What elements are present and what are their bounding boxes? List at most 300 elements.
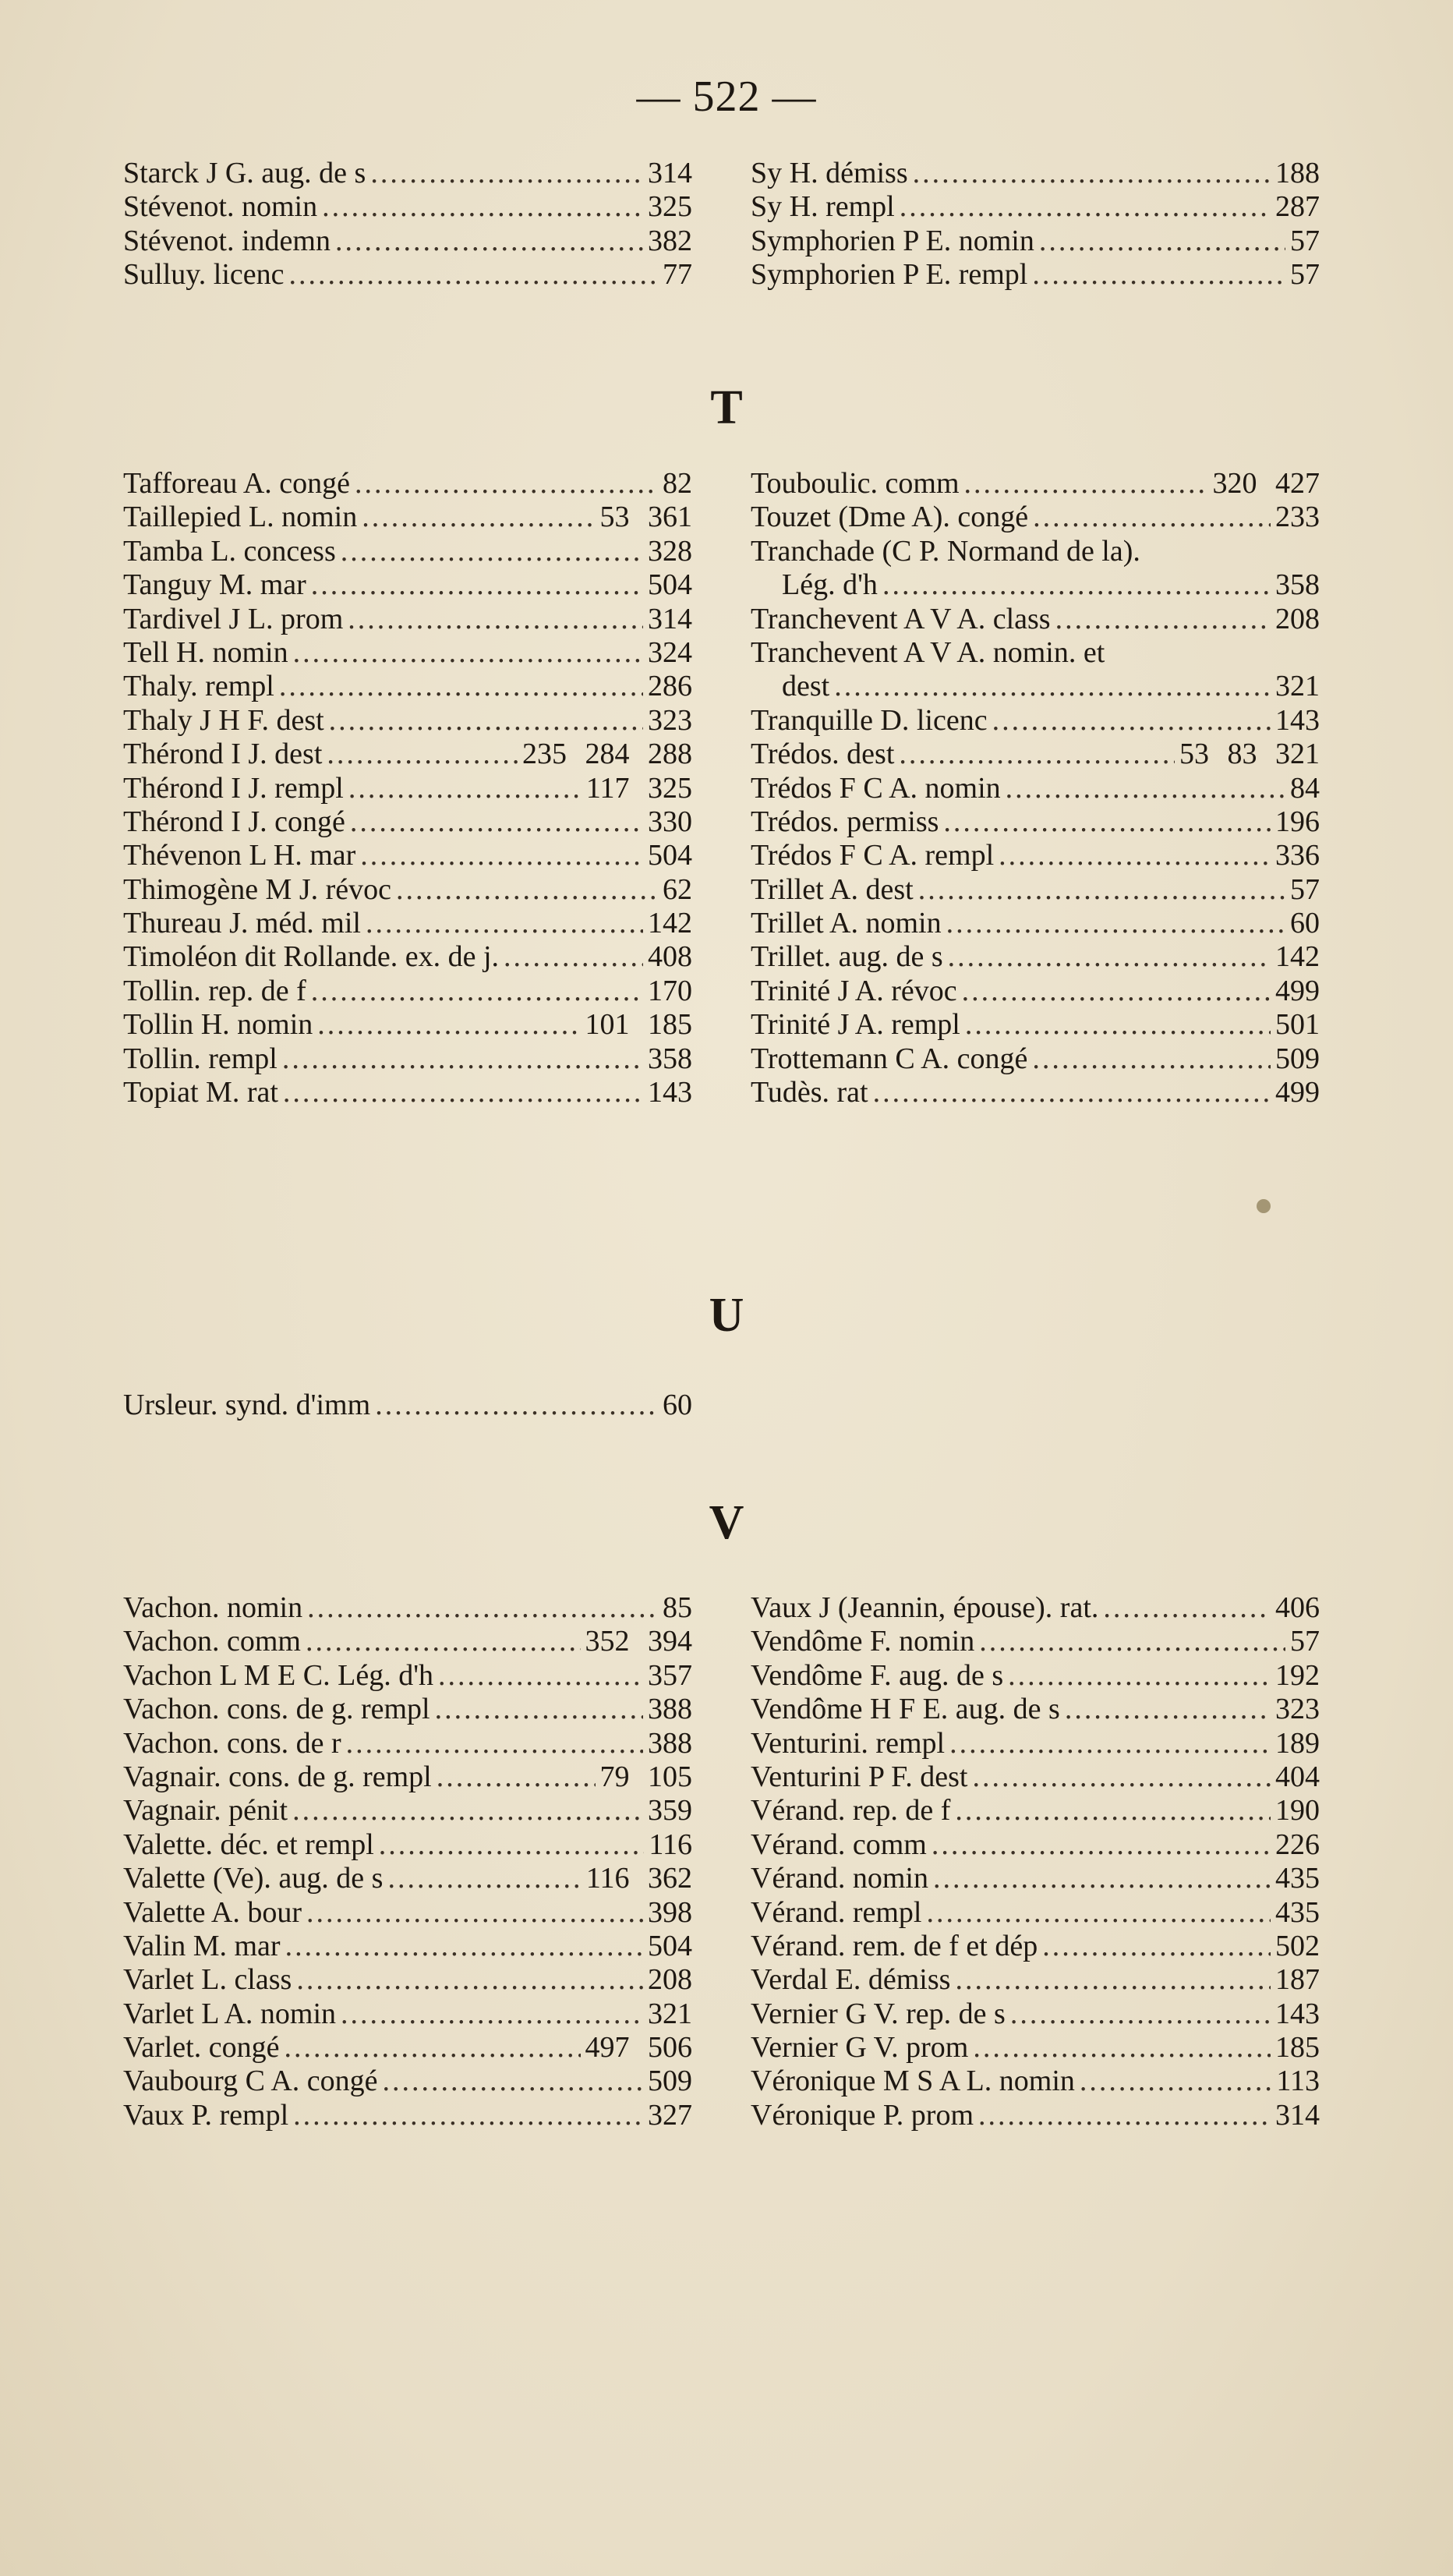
entry-label: Venturini P F. dest [751, 1760, 968, 1793]
entry-label: Tollin. rempl [123, 1042, 278, 1075]
dot-leader [360, 838, 643, 872]
dot-leader [978, 2098, 1271, 2132]
entry-label: Trinité J A. rempl [751, 1008, 960, 1042]
entry-pages: 320 427 [1212, 467, 1320, 500]
entry-pages: 57 [1290, 258, 1320, 292]
entry-pages: 388 [648, 1726, 692, 1760]
index-entry [751, 1624, 1320, 1658]
index-entry [123, 771, 692, 805]
index-entry [123, 1388, 692, 1421]
entry-pages: 116 362 [585, 1862, 692, 1895]
entry-label: Touzet (Dme A). congé [751, 501, 1029, 534]
entry-label: Symphorien P E. rempl [751, 258, 1028, 292]
index-entry [123, 534, 692, 568]
dot-leader [396, 872, 658, 906]
entry-pages: 57 [1290, 224, 1320, 257]
entry-pages: 57 [1290, 1625, 1320, 1658]
index-entry [123, 1726, 692, 1760]
entry-pages: 502 [1275, 1929, 1320, 1962]
entry-pages: 113 [1276, 2065, 1320, 2098]
entry-pages: 504 [648, 839, 692, 872]
entry-pages: 79 105 [599, 1760, 692, 1793]
entry-label: Trillet A. dest [751, 872, 914, 906]
index-entry [123, 1591, 692, 1624]
entry-pages: 190 [1275, 1794, 1320, 1828]
dot-leader [962, 974, 1271, 1007]
index-entry [751, 1895, 1320, 1929]
index-entry [123, 906, 692, 939]
dot-leader [366, 906, 643, 939]
index-entry [751, 1861, 1320, 1895]
section-v [123, 1591, 1339, 2132]
entry-pages: 185 [1275, 2031, 1320, 2065]
entry-label: Vachon. cons. de g. rempl [123, 1693, 430, 1726]
entry-label: Tollin. rep. de f [123, 974, 306, 1007]
entry-pages: 504 [648, 1929, 692, 1962]
dot-leader [379, 1828, 645, 1861]
index-entry [751, 974, 1320, 1007]
dot-leader [973, 2030, 1271, 2064]
entry-label: Tanguy M. mar [123, 568, 306, 602]
dot-leader [1039, 224, 1285, 257]
entry-label: Vaubourg C A. congé [123, 2065, 378, 2098]
entry-pages: 62 [663, 872, 692, 906]
dot-leader [355, 466, 658, 500]
entry-label: Touboulic. comm [751, 467, 960, 500]
entry-label: Tafforeau A. congé [123, 467, 351, 500]
dot-leader [1008, 1658, 1271, 1692]
index-entry [751, 1658, 1320, 1692]
entry-pages: 330 [648, 805, 692, 838]
dot-leader [293, 635, 643, 669]
entry-label: Trédos. permiss [751, 805, 939, 838]
dot-leader [926, 1895, 1271, 1929]
entry-pages: 435 [1275, 1862, 1320, 1895]
entry-label: Véronique M S A L. nomin [751, 2065, 1075, 2098]
entry-pages: 208 [648, 1963, 692, 1997]
entry-label: Vagnair. pénit [123, 1794, 288, 1828]
entry-label: Tranquille D. licenc [751, 703, 988, 737]
entry-label: Lég. d'h [782, 568, 878, 602]
index-entry [751, 1692, 1320, 1725]
entry-label: Thaly. rempl [123, 670, 274, 703]
index-entry [123, 974, 692, 1007]
entry-pages: 323 [648, 703, 692, 737]
entry-label: Vachon L M E C. Lég. d'h [123, 1658, 434, 1692]
index-entry [123, 1828, 692, 1861]
dot-leader [1042, 1929, 1271, 1962]
entry-pages: 226 [1275, 1828, 1320, 1861]
entry-pages: 208 [1275, 602, 1320, 635]
index-entry [751, 602, 1320, 635]
index-entry [123, 669, 692, 702]
dot-leader [955, 1793, 1271, 1827]
index-entry [751, 737, 1320, 770]
dot-leader [992, 703, 1271, 737]
entry-label: Thimogène M J. révoc [123, 872, 392, 906]
section-letter-t: T [710, 381, 743, 434]
entry-pages: 324 [648, 635, 692, 669]
entry-label: Valette A. bour [123, 1895, 302, 1929]
dot-leader [383, 2064, 644, 2097]
entry-pages: 325 [648, 190, 692, 224]
entry-label: Trillet. aug. de s [751, 940, 943, 974]
index-entry [751, 534, 1320, 568]
entry-pages: 323 [1275, 1693, 1320, 1726]
entry-pages: 287 [1275, 190, 1320, 224]
dot-leader [999, 838, 1271, 872]
index-entry [123, 872, 692, 906]
index-entry [123, 1007, 692, 1041]
dot-leader [335, 224, 643, 257]
entry-label: Trottemann C A. congé [751, 1042, 1028, 1075]
index-entry [123, 737, 692, 770]
index-entry [751, 2064, 1320, 2097]
dot-leader [311, 974, 643, 1007]
dot-leader [282, 1042, 643, 1075]
entry-pages: 53 83 321 [1179, 738, 1320, 771]
entry-label: Vérand. nomin [751, 1862, 928, 1895]
entry-label: Varlet. congé [123, 2031, 280, 2065]
dot-leader [350, 805, 643, 838]
index-entry [751, 805, 1320, 838]
entry-label: Trinité J A. révoc [751, 974, 957, 1007]
entry-pages: 235 284 288 [522, 738, 692, 771]
index-entry [123, 156, 692, 189]
index-entry [751, 635, 1320, 669]
dot-leader [292, 1793, 643, 1827]
dot-leader [285, 1929, 643, 1962]
entry-pages: 286 [648, 670, 692, 703]
entry-label: Tollin H. nomin [123, 1008, 313, 1042]
index-entry [751, 872, 1320, 906]
index-entry [751, 568, 1320, 601]
index-entry [751, 1007, 1320, 1041]
index-entry [123, 2064, 692, 2097]
index-entry [123, 602, 692, 635]
dot-leader [348, 771, 582, 805]
index-entry [751, 2098, 1320, 2132]
index-entry [751, 1075, 1320, 1109]
dot-leader [437, 1760, 596, 1793]
dot-leader [964, 466, 1208, 500]
index-entry [751, 257, 1320, 291]
entry-label: Sulluy. licenc [123, 258, 285, 292]
entry-label: Tardivel J L. prom [123, 602, 344, 635]
dot-leader [899, 737, 1175, 770]
index-entry [123, 500, 692, 533]
entry-label: Vendôme F. aug. de s [751, 1658, 1004, 1692]
index-entry [123, 1692, 692, 1725]
entry-pages: 382 [648, 224, 692, 257]
entry-label: Timoléon dit Rollande. ex. de j. [123, 940, 500, 974]
dot-leader [327, 737, 518, 770]
entry-pages: 196 [1275, 805, 1320, 838]
entry-label: Tudès. rat [751, 1076, 868, 1109]
dot-leader [1010, 1997, 1271, 2030]
index-entry [123, 703, 692, 737]
index-entry [751, 906, 1320, 939]
entry-pages: 192 [1275, 1658, 1320, 1692]
index-entry [123, 568, 692, 601]
section-v-left-column [123, 1591, 692, 2132]
entry-pages: 60 [663, 1389, 692, 1421]
index-entry [123, 224, 692, 257]
dot-leader [900, 189, 1271, 223]
entry-label: Verdal E. démiss [751, 1963, 951, 1997]
index-entry [751, 1726, 1320, 1760]
dot-leader [322, 189, 643, 223]
entry-pages: 509 [648, 2065, 692, 2098]
entry-label: Vernier G V. rep. de s [751, 1997, 1006, 2030]
entry-label: Vachon. cons. de r [123, 1726, 341, 1760]
entry-pages: 327 [648, 2098, 692, 2132]
index-entry [751, 466, 1320, 500]
index-entry [123, 189, 692, 223]
dot-leader [370, 156, 643, 189]
index-entry [123, 1861, 692, 1895]
dot-leader [438, 1658, 643, 1692]
entry-pages: 359 [648, 1794, 692, 1828]
entry-pages: 435 [1275, 1895, 1320, 1929]
entry-pages: 358 [648, 1042, 692, 1075]
dot-leader [293, 2098, 643, 2132]
dot-leader [946, 906, 1285, 939]
section-letter-u: U [709, 1289, 744, 1342]
entry-label: Sy H. démiss [751, 157, 908, 189]
index-entry [123, 1760, 692, 1793]
entry-pages: 321 [648, 1997, 692, 2030]
dot-leader [1080, 2064, 1272, 2097]
index-entry [751, 1962, 1320, 1996]
index-entry [751, 500, 1320, 533]
entry-pages: 85 [663, 1591, 692, 1624]
index-entry [751, 669, 1320, 702]
dot-leader [289, 257, 659, 291]
dot-leader [933, 1861, 1271, 1895]
entry-label: Symphorien P E. nomin [751, 224, 1034, 257]
index-entry [123, 805, 692, 838]
dot-leader [341, 534, 643, 568]
index-entry [751, 1997, 1320, 2030]
entry-pages: 187 [1275, 1963, 1320, 1997]
entry-pages: 408 [648, 940, 692, 974]
index-entry [751, 1591, 1320, 1624]
entry-label: Vaux P. rempl [123, 2098, 289, 2132]
dot-leader [317, 1007, 580, 1041]
index-entry [123, 2098, 692, 2132]
dot-leader [306, 1895, 643, 1929]
dot-leader [362, 500, 595, 533]
entry-pages: 404 [1275, 1760, 1320, 1793]
dot-leader [955, 1962, 1271, 1996]
entry-pages: 57 [1290, 872, 1320, 906]
entry-label: Trédos. dest [751, 738, 895, 771]
entry-label: Vagnair. cons. de g. rempl [123, 1760, 432, 1793]
dot-leader [504, 939, 643, 973]
index-entry [123, 1895, 692, 1929]
dot-leader [307, 1591, 658, 1624]
entry-pages: 328 [648, 534, 692, 568]
index-entry [123, 1929, 692, 1962]
index-entry [751, 1042, 1320, 1075]
dot-leader [972, 1760, 1271, 1793]
entry-pages: 314 [648, 602, 692, 635]
entry-pages: 116 [649, 1828, 692, 1861]
entry-pages: 84 [1290, 771, 1320, 805]
entry-pages: 321 [1275, 670, 1320, 703]
index-entry [751, 838, 1320, 872]
entry-pages: 314 [1275, 2098, 1320, 2132]
dot-leader [882, 568, 1271, 601]
dot-leader [979, 1624, 1285, 1658]
entry-label: Thérond I J. rempl [123, 771, 344, 805]
dot-leader [284, 2030, 580, 2064]
entry-label: Vérand. rep. de f [751, 1794, 951, 1828]
entry-label: Vendôme F. nomin [751, 1625, 975, 1658]
entry-label: Trédos F C A. rempl [751, 839, 995, 872]
dot-leader [387, 1861, 581, 1895]
entry-label: dest [782, 670, 830, 703]
entry-pages: 388 [648, 1693, 692, 1726]
entry-pages: 336 [1275, 839, 1320, 872]
entry-label: Tranchevent A V A. class [751, 602, 1051, 635]
dot-leader [1103, 1591, 1271, 1624]
index-entry [123, 257, 692, 291]
entry-label: Thérond I J. dest [123, 738, 323, 771]
entry-pages: 398 [648, 1895, 692, 1929]
entry-label: Vendôme H F E. aug. de s [751, 1693, 1060, 1726]
index-entry [123, 1962, 692, 1996]
entry-pages: 143 [1275, 1997, 1320, 2030]
entry-label: Tamba L. concess [123, 534, 336, 568]
index-entry [123, 939, 692, 973]
dot-leader [296, 1962, 643, 1996]
page-number: — 522 — [636, 73, 817, 121]
entry-pages: 77 [663, 258, 692, 292]
entry-pages: 504 [648, 568, 692, 602]
entry-label: Starck J G. aug. de s [123, 157, 366, 189]
index-entry [123, 838, 692, 872]
entry-pages: 188 [1275, 157, 1320, 189]
entry-label: Valin M. mar [123, 1929, 281, 1962]
index-entry [123, 635, 692, 669]
dot-leader [948, 939, 1271, 973]
index-entry [751, 771, 1320, 805]
index-entry [123, 1793, 692, 1827]
index-entry [123, 1042, 692, 1075]
entry-pages: 501 [1275, 1008, 1320, 1042]
dot-leader [375, 1388, 658, 1421]
entry-label: Thureau J. méd. mil [123, 907, 361, 940]
entry-pages: 60 [1290, 907, 1320, 940]
entry-label: Vérand. rem. de f et dép [751, 1929, 1038, 1962]
entry-pages: 101 185 [585, 1008, 692, 1042]
dot-leader [1032, 1042, 1271, 1075]
entry-label: Vernier G V. prom [751, 2031, 969, 2065]
entry-label: Thévenon L H. mar [123, 839, 356, 872]
entry-label: Thaly J H F. dest [123, 703, 324, 737]
entry-label: Tranchevent A V A. nomin. et [751, 635, 1105, 669]
entry-label: Valette (Ve). aug. de s [123, 1862, 384, 1895]
index-entry [751, 703, 1320, 737]
index-entry [751, 1793, 1320, 1827]
dot-leader [306, 1624, 581, 1658]
entry-label: Tranchade (C P. Normand de la). [751, 534, 1140, 568]
entry-label: Stévenot. nomin [123, 190, 318, 224]
section-v-right-column [751, 1591, 1320, 2132]
entry-label: Vachon. comm [123, 1625, 301, 1658]
entry-label: Vaux J (Jeannin, épouse). rat. [751, 1591, 1099, 1624]
index-entry [123, 1075, 692, 1109]
dot-leader [329, 703, 643, 737]
entry-pages: 497 506 [585, 2031, 692, 2065]
index-entry [123, 1658, 692, 1692]
section-u [123, 1388, 1339, 1421]
entry-label: Stévenot. indemn [123, 224, 331, 257]
section-t-right-column [751, 466, 1320, 1109]
entry-pages: 233 [1275, 501, 1320, 534]
dot-leader [913, 156, 1271, 189]
index-entry [751, 156, 1320, 189]
section-s-left-column [123, 156, 692, 292]
dot-leader [965, 1007, 1271, 1041]
dot-leader [1032, 257, 1285, 291]
section-t-left-column [123, 466, 692, 1109]
entry-label: Trédos F C A. nomin [751, 771, 1001, 805]
entry-pages: 142 [1275, 940, 1320, 974]
entry-label: Vérand. rempl [751, 1895, 922, 1929]
entry-label: Vachon. nomin [123, 1591, 303, 1624]
index-entry [751, 1828, 1320, 1861]
entry-label: Varlet L. class [123, 1963, 292, 1997]
entry-pages: 314 [648, 157, 692, 189]
section-u-left-column [123, 1388, 692, 1421]
dot-leader [311, 568, 643, 601]
dot-leader [283, 1075, 643, 1109]
entry-label: Trillet A. nomin [751, 907, 942, 940]
dot-leader [873, 1075, 1271, 1109]
index-entry [751, 1929, 1320, 1962]
index-entry [123, 1624, 692, 1658]
entry-label: Tell H. nomin [123, 635, 288, 669]
dot-leader [1006, 771, 1285, 805]
entry-pages: 358 [1275, 568, 1320, 602]
dot-leader [348, 602, 643, 635]
index-entry [123, 1997, 692, 2030]
entry-pages: 406 [1275, 1591, 1320, 1624]
section-letter-v: V [709, 1496, 744, 1549]
entry-pages: 499 [1275, 1076, 1320, 1109]
index-entry [751, 939, 1320, 973]
dot-leader [834, 669, 1271, 702]
ink-stain [1257, 1199, 1271, 1213]
index-entry [751, 1760, 1320, 1793]
dot-leader [932, 1828, 1271, 1861]
entry-label: Taillepied L. nomin [123, 501, 358, 534]
entry-pages: 82 [663, 467, 692, 500]
entry-label: Vérand. comm [751, 1828, 927, 1861]
entry-label: Venturini. rempl [751, 1726, 946, 1760]
entry-pages: 142 [648, 907, 692, 940]
dot-leader [943, 805, 1271, 838]
dot-leader [1033, 500, 1271, 533]
entry-pages: 357 [648, 1658, 692, 1692]
entry-pages: 352 394 [585, 1625, 692, 1658]
entry-label: Varlet L A. nomin [123, 1997, 336, 2030]
section-s [123, 156, 1339, 292]
index-entry [123, 2030, 692, 2064]
